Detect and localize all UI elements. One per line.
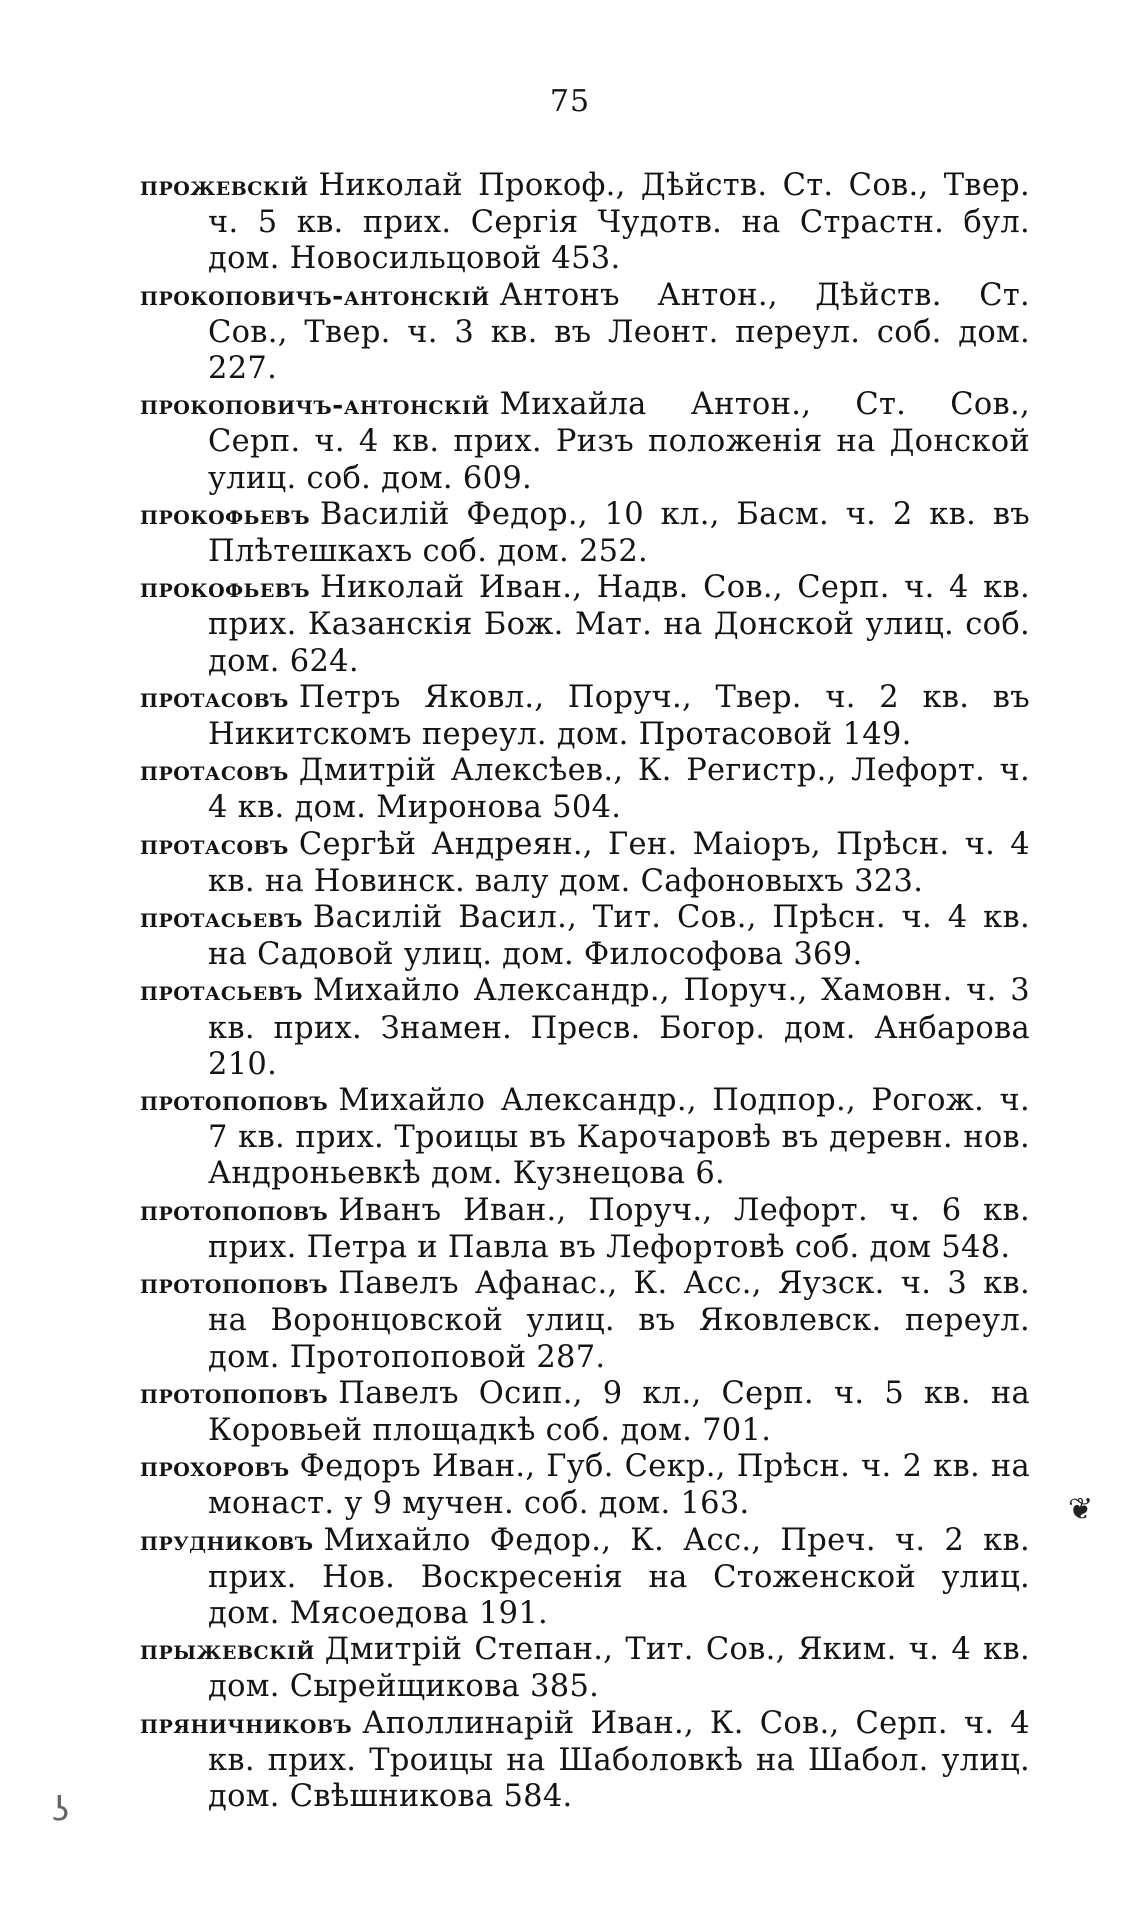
directory-entry	[140, 753, 1030, 826]
entry-details: Павелъ Осип., 9 кл., Серп. ч. 5 кв. на Коровьей площадкѣ соб. дом. 701.	[208, 1375, 1030, 1448]
directory-entry	[140, 278, 1030, 388]
entry-surname: протасовъ	[140, 829, 289, 861]
entry-details: Сергѣй Андреян., Ген. Маіоръ, Прѣсн. ч. 4 кв. на Новинск. валу дом. Сафоновыхъ 323.	[208, 826, 1030, 899]
directory-entry	[140, 1083, 1030, 1193]
entry-details: Федоръ Иван., Губ. Секр., Прѣсн. ч. 2 кв. на монаст. у 9 мучен. соб. дом. 163.	[208, 1449, 1030, 1522]
entry-details: Василій Федор., 10 кл., Басм. ч. 2 кв. въ Плѣтешкахъ соб. дом. 252.	[208, 496, 1030, 570]
entry-surname: протопоповъ	[140, 1378, 329, 1410]
directory-entry	[140, 680, 1030, 753]
directory-entry	[140, 827, 1030, 900]
directory-entry	[140, 973, 1030, 1083]
entry-details: Антонъ Антон., Дѣйств. Ст. Сов., Твер. ч. 3 кв. въ Леонт. переул. соб. дом. 227.	[208, 277, 1030, 387]
margin-scribble-icon: ʖ	[52, 1790, 70, 1830]
entry-surname: протопоповъ	[140, 1195, 329, 1227]
entry-surname: прудниковъ	[140, 1525, 314, 1557]
directory-entry	[140, 1706, 1030, 1816]
directory-entry	[140, 497, 1030, 570]
entry-surname: протасовъ	[140, 682, 289, 714]
directory-entry	[140, 1449, 1030, 1522]
entry-details: Петръ Яковл., Поруч., Твер. ч. 2 кв. въ Никитскомъ переул. дом. Протасовой 149.	[208, 679, 1030, 753]
directory-entry	[140, 1523, 1030, 1633]
entry-surname: прокофьевъ	[140, 499, 311, 531]
entry-details: Михайла Антон., Ст. Сов., Серп. ч. 4 кв. прих. Ризъ положенія на Донской улиц. соб. дом. 609.	[208, 387, 1030, 496]
entry-surname: прохоровъ	[140, 1452, 290, 1484]
entry-details: Дмитрій Алексѣев., К. Регистр., Лефорт. ч. 4 кв. дом. Миронова 504.	[208, 753, 1030, 826]
entry-surname: протопоповъ	[140, 1086, 329, 1118]
entry-surname: прыжевскій	[140, 1635, 315, 1667]
directory-entry	[140, 168, 1030, 278]
entry-surname: прокофьевъ	[140, 573, 311, 605]
entry-details: Аполлинарій Иван., К. Сов., Серп. ч. 4 кв. прих. Троицы на Шаболовкѣ на Шабол. улиц. дом. Свѣшникова 584.	[208, 1705, 1030, 1814]
entry-surname: прокоповичъ-антонскій	[140, 280, 490, 312]
directory-entry	[140, 900, 1030, 973]
entry-details: Николай Прокоф., Дѣйств. Ст. Сов., Твер. ч. 5 кв. прих. Сергія Чудотв. на Страстн. бул. дом. Новосильцовой 453.	[208, 168, 1030, 277]
entry-surname: протасьевъ	[140, 903, 303, 935]
directory-entry	[140, 570, 1030, 680]
directory-entry	[140, 1632, 1030, 1705]
margin-ink-mark-icon: ❦	[1068, 1492, 1094, 1527]
entry-details: Михайло Федор., К. Асс., Преч. ч. 2 кв. прих. Нов. Воскресенія на Стоженской улиц. дом. Мясоедова 191.	[208, 1522, 1030, 1631]
entry-details: Михайло Александр., Поруч., Хамовн. ч. 3 кв. прих. Знамен. Пресв. Богор. дом. Анбарова 210.	[208, 973, 1030, 1082]
entry-surname: пряничниковъ	[140, 1708, 353, 1740]
directory-entry	[140, 387, 1030, 497]
directory-entries	[140, 168, 1030, 1815]
entry-details: Михайло Александр., Подпор., Рогож. ч. 7 кв. прих. Троицы въ Карочаровѣ въ деревн. нов. Андроньевкѣ дом. Кузнецова 6.	[208, 1083, 1030, 1192]
entry-details: Василій Васил., Тит. Сов., Прѣсн. ч. 4 кв. на Садовой улиц. дом. Философова 369.	[208, 900, 1030, 973]
directory-entry	[140, 1193, 1030, 1266]
entry-surname: протасовъ	[140, 756, 289, 788]
entry-details: Николай Иван., Надв. Сов., Серп. ч. 4 кв. прих. Казанскія Бож. Мат. на Донской улиц. соб. дом. 624.	[208, 570, 1030, 679]
page-number: 75	[549, 84, 591, 119]
entry-details: Иванъ Иван., Поруч., Лефорт. ч. 6 кв. прих. Петра и Павла въ Лефортовѣ соб. дом 548.	[208, 1192, 1030, 1265]
entry-surname: протасьевъ	[140, 976, 303, 1008]
entry-details: Дмитрій Степан., Тит. Сов., Яким. ч. 4 кв. дом. Сырейщикова 385.	[208, 1632, 1030, 1705]
entry-surname: прокоповичъ-антонскій	[140, 390, 490, 422]
entry-surname: протопоповъ	[140, 1269, 329, 1301]
entry-surname: прожевскій	[140, 171, 309, 202]
entry-details: Павелъ Афанас., К. Асс., Яузск. ч. 3 кв. на Воронцовской улиц. въ Яковлевск. переул. дом. Протопоповой 287.	[208, 1266, 1030, 1375]
directory-entry	[140, 1376, 1030, 1449]
directory-entry	[140, 1266, 1030, 1376]
